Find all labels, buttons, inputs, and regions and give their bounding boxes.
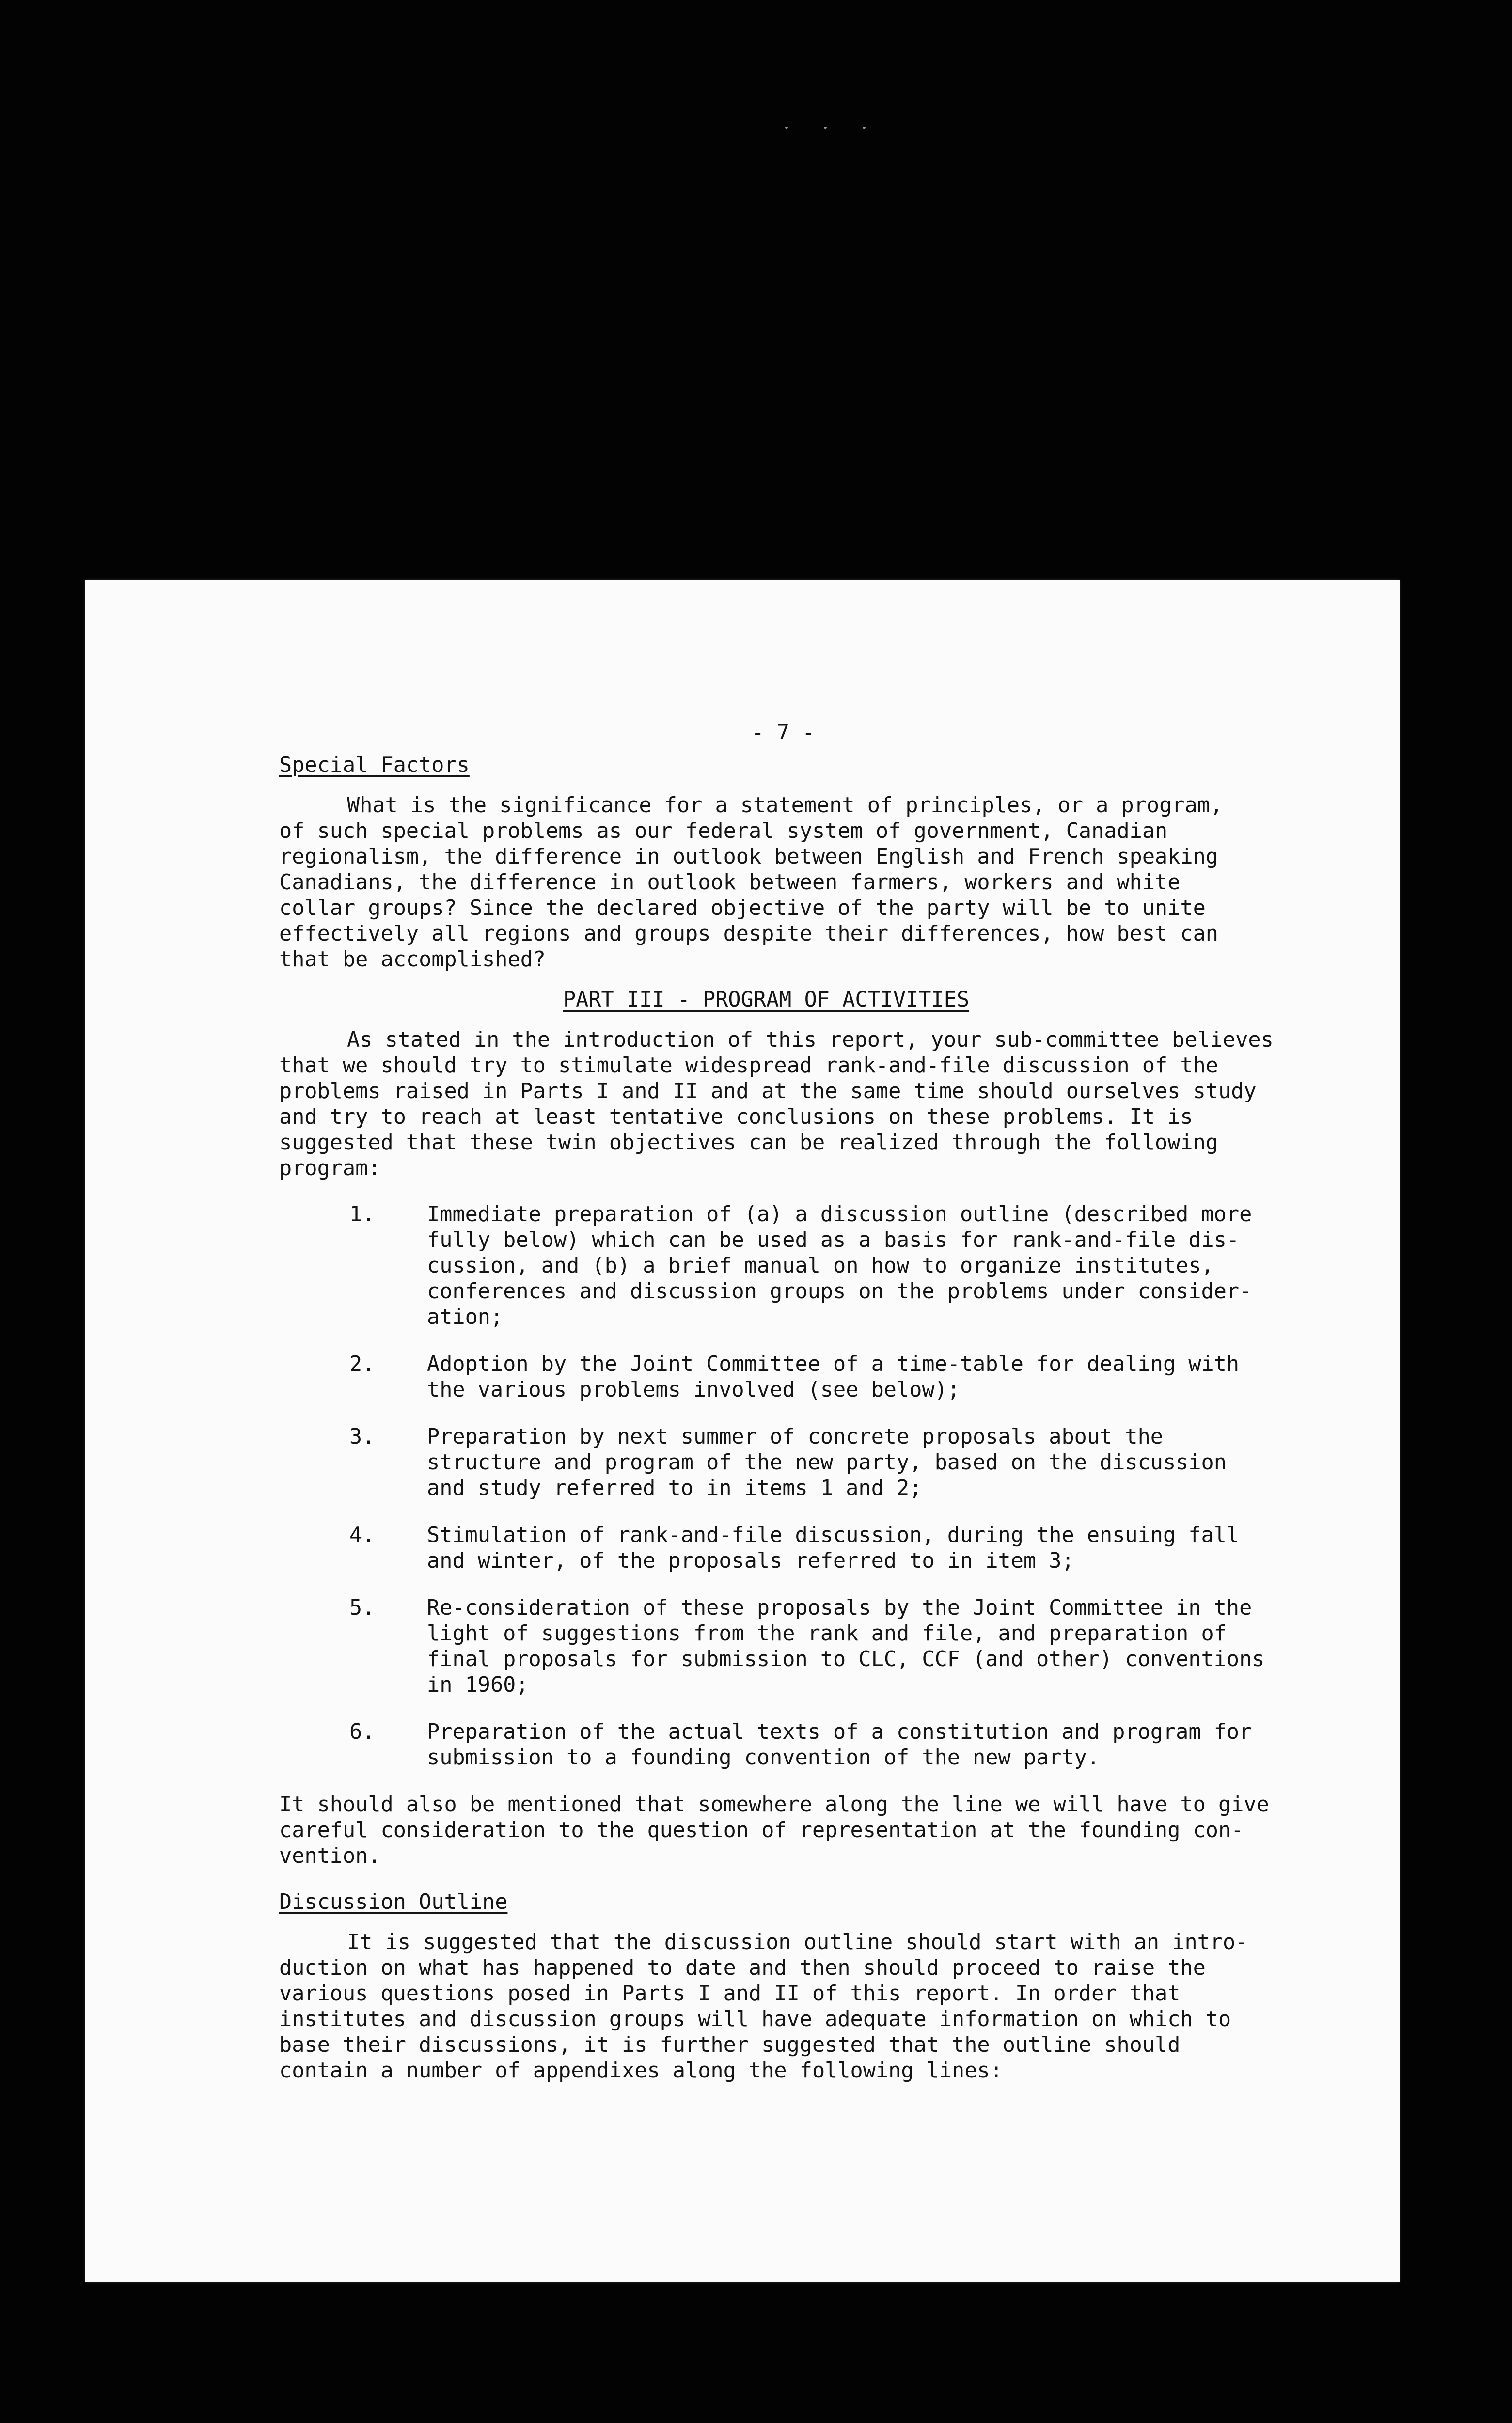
program-item-text: Re-consideration of these proposals by the Joint Committee in the light of suggestions from the rank and file, and preparation of final proposals for submission to CLC, CCF (and other) conventions in 1960;	[427, 1596, 1265, 1697]
part-three-title: PART III - PROGRAM OF ACTIVITIES	[563, 988, 970, 1012]
program-item-text: Adoption by the Joint Committee of a time-table for dealing with the various problems involved (see below);	[427, 1352, 1240, 1402]
program-item	[279, 1202, 1374, 1330]
program-item-number: 4.	[349, 1523, 375, 1547]
program-item	[279, 1595, 1374, 1698]
program-item-text: Preparation of the actual texts of a constitution and program for submission to a founding convention of the new party.	[427, 1720, 1252, 1770]
special-factors-heading: Special Factors	[279, 753, 470, 777]
film-speck	[785, 127, 788, 129]
discussion-outline-heading: Discussion Outline	[279, 1890, 508, 1914]
discussion-outline-paragraph: It is suggested that the discussion outline should start with an intro- duction on what has happened to date and then should proceed to raise the various questions posed in Parts I and II of this report. In order that institutes and discussion groups will have adequate information on which to base their discussions, it is further suggested that the outline should contain a number of appendixes along the following lines:	[279, 1930, 1248, 2083]
program-item-text: Stimulation of rank-and-file discussion, during the ensuing fall and winter, of the proposals referred to in item 3;	[427, 1523, 1240, 1573]
program-item-number: 3.	[349, 1425, 375, 1449]
program-item-number: 2.	[349, 1352, 375, 1376]
program-item-number: 5.	[349, 1596, 375, 1620]
program-item	[279, 1352, 1374, 1403]
representation-paragraph: It should also be mentioned that somewhere along the line we will have to give careful consideration to the question of representation at the founding con- vention.	[279, 1793, 1269, 1868]
film-speck	[824, 127, 827, 129]
part-three-intro: As stated in the introduction of this report, your sub-committee believes that we should try to stimulate widespread rank-and-file discussion of the problems raised in Parts I and II and at the same time should ourselves study and try to reach at least tentative conclusions on these problems. It is suggested that these twin objectives can be realized through the following program:	[279, 1028, 1274, 1180]
program-item	[279, 1523, 1374, 1574]
special-factors-paragraph: What is the significance for a statement of principles, or a program, of such special problems as our federal system of government, Canadian regionalism, the difference in outlook between English and French speaking Canadians, the difference in outlook between farmers, workers and white collar groups? Since the declared objective of the party will be to unite effectively all regions and groups despite their differences, how best can that be accomplished?	[279, 793, 1223, 972]
program-item-number: 6.	[349, 1720, 375, 1744]
page-number: - 7 -	[751, 721, 815, 745]
film-speck	[863, 127, 866, 129]
program-item	[279, 1719, 1374, 1771]
program-item-text: Preparation by next summer of concrete proposals about the structure and program of the new party, based on the discussion and study referred to in items 1 and 2;	[427, 1425, 1227, 1500]
program-item	[279, 1424, 1374, 1501]
document-body	[279, 720, 1374, 2084]
document-page	[85, 580, 1400, 2282]
program-item-number: 1.	[349, 1202, 375, 1227]
program-item-text: Immediate preparation of (a) a discussion outline (described more fully below) which can be used as a basis for rank-and-file dis- cussion, and (b) a brief manual on how to organize institutes, conferences and discussion groups on the problems under consider- ation;	[427, 1202, 1252, 1329]
